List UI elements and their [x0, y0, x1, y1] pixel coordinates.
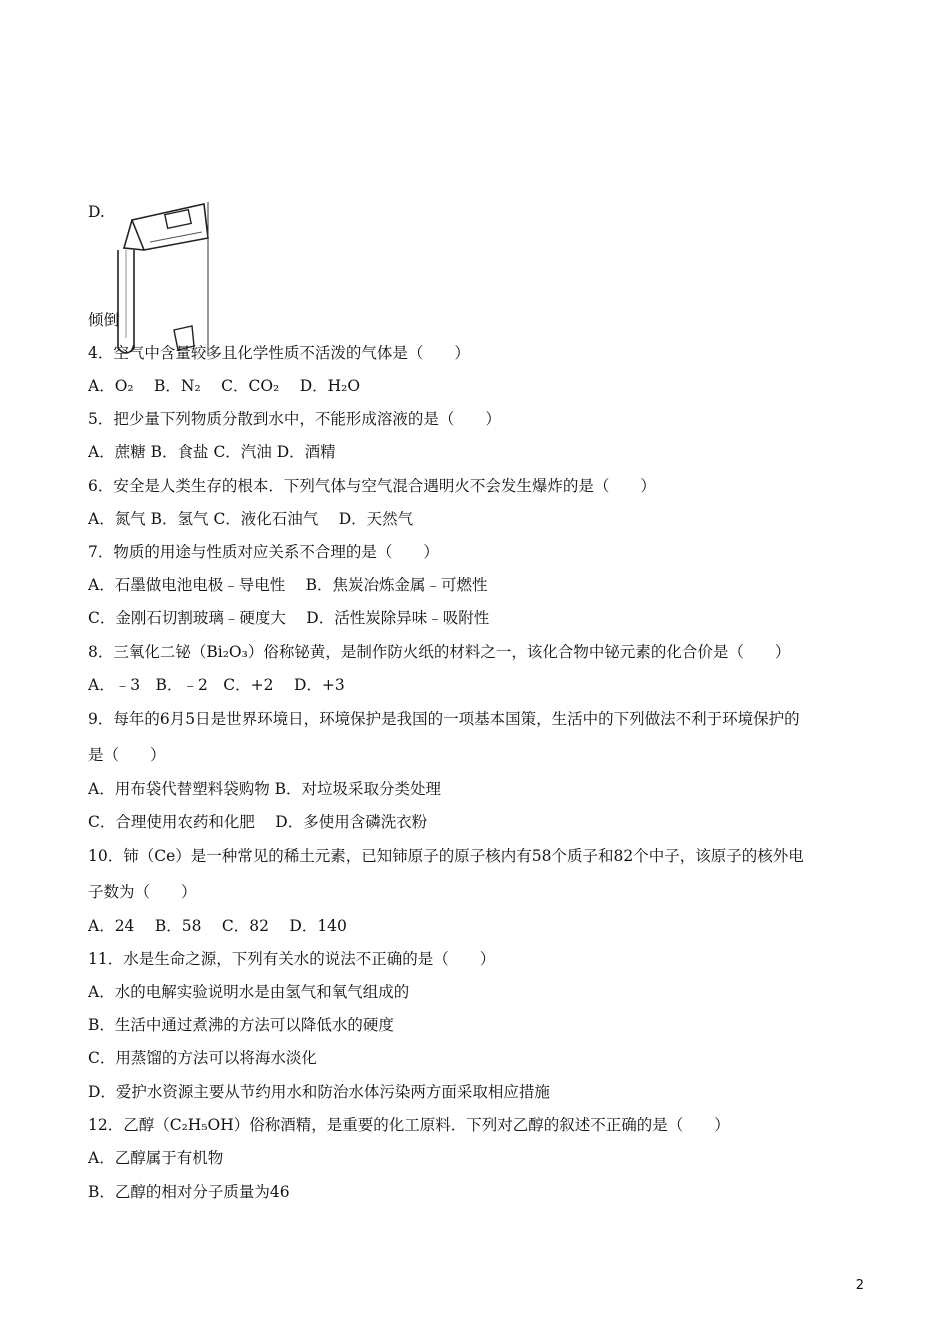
- question-options: B．乙醇的相对分子质量为46: [88, 1183, 290, 1201]
- pouring-liquid-illustration: [104, 198, 214, 358]
- question-options: C．合理使用农药和化肥 D．多使用含磷洗衣粉: [88, 813, 428, 831]
- question-stem: 11．水是生命之源，下列有关水的说法不正确的是（ ）: [88, 950, 496, 968]
- question-stem: 12．乙醇（C₂H₅OH）俗称酒精，是重要的化工原料．下列对乙醇的叙述不正确的是（ ）: [88, 1116, 730, 1134]
- question-stem: 7．物质的用途与性质对应关系不合理的是（ ）: [88, 543, 439, 561]
- question-options: C．金刚石切割玻璃﹣硬度大 D．活性炭除异味﹣吸附性: [88, 609, 490, 627]
- question-options: D．爱护水资源主要从节约用水和防治水体污染两方面采取相应措施: [88, 1083, 550, 1101]
- figure-caption: 倾倒: [88, 311, 120, 329]
- question-stem: 9．每年的6月5日是世界环境日，环境保护是我国的一项基本国策，生活中的下列做法不利于环境保护的: [88, 710, 800, 728]
- question-stem-continued: 子数为（ ）: [88, 883, 197, 901]
- question-stem: 10．铈（Ce）是一种常见的稀土元素，已知铈原子的原子核内有58个质子和82个中子，该原子的核外电: [88, 847, 804, 865]
- question-options: A．﹣3 B．﹣2 C．+2 D．+3: [88, 676, 345, 694]
- page-number: 2: [855, 1278, 864, 1293]
- option-d-label: D.: [88, 203, 105, 221]
- question-stem: 6．安全是人类生存的根本．下列气体与空气混合遇明火不会发生爆炸的是（ ）: [88, 477, 656, 495]
- question-options: A．O₂ B．N₂ C．CO₂ D．H₂O: [88, 377, 361, 395]
- question-stem: 5．把少量下列物质分散到水中，不能形成溶液的是（ ）: [88, 410, 501, 428]
- question-stem: 8．三氧化二铋（Bi₂O₃）俗称铋黄，是制作防火纸的材料之一，该化合物中铋元素的化合价是（ ）: [88, 643, 791, 661]
- question-options: A．24 B．58 C．82 D．140: [88, 917, 347, 935]
- question-options: B．生活中通过煮沸的方法可以降低水的硬度: [88, 1016, 394, 1034]
- question-options: A．用布袋代替塑料袋购物 B．对垃圾采取分类处理: [88, 780, 442, 798]
- question-options: A．水的电解实验说明水是由氢气和氧气组成的: [88, 983, 410, 1001]
- question-options: A．蔗糖 B．食盐 C．汽油 D．酒精: [88, 443, 336, 461]
- question-options: A．石墨做电池电极﹣导电性 B．焦炭冶炼金属﹣可燃性: [88, 576, 488, 594]
- question-options: A．氮气 B．氢气 C．液化石油气 D．天然气: [88, 510, 414, 528]
- question-options: A．乙醇属于有机物: [88, 1149, 224, 1167]
- question-options: C．用蒸馏的方法可以将海水淡化: [88, 1049, 317, 1067]
- question-stem-continued: 是（ ）: [88, 746, 166, 764]
- question-stem: 4．空气中含量较多且化学性质不活泼的气体是（ ）: [88, 344, 470, 362]
